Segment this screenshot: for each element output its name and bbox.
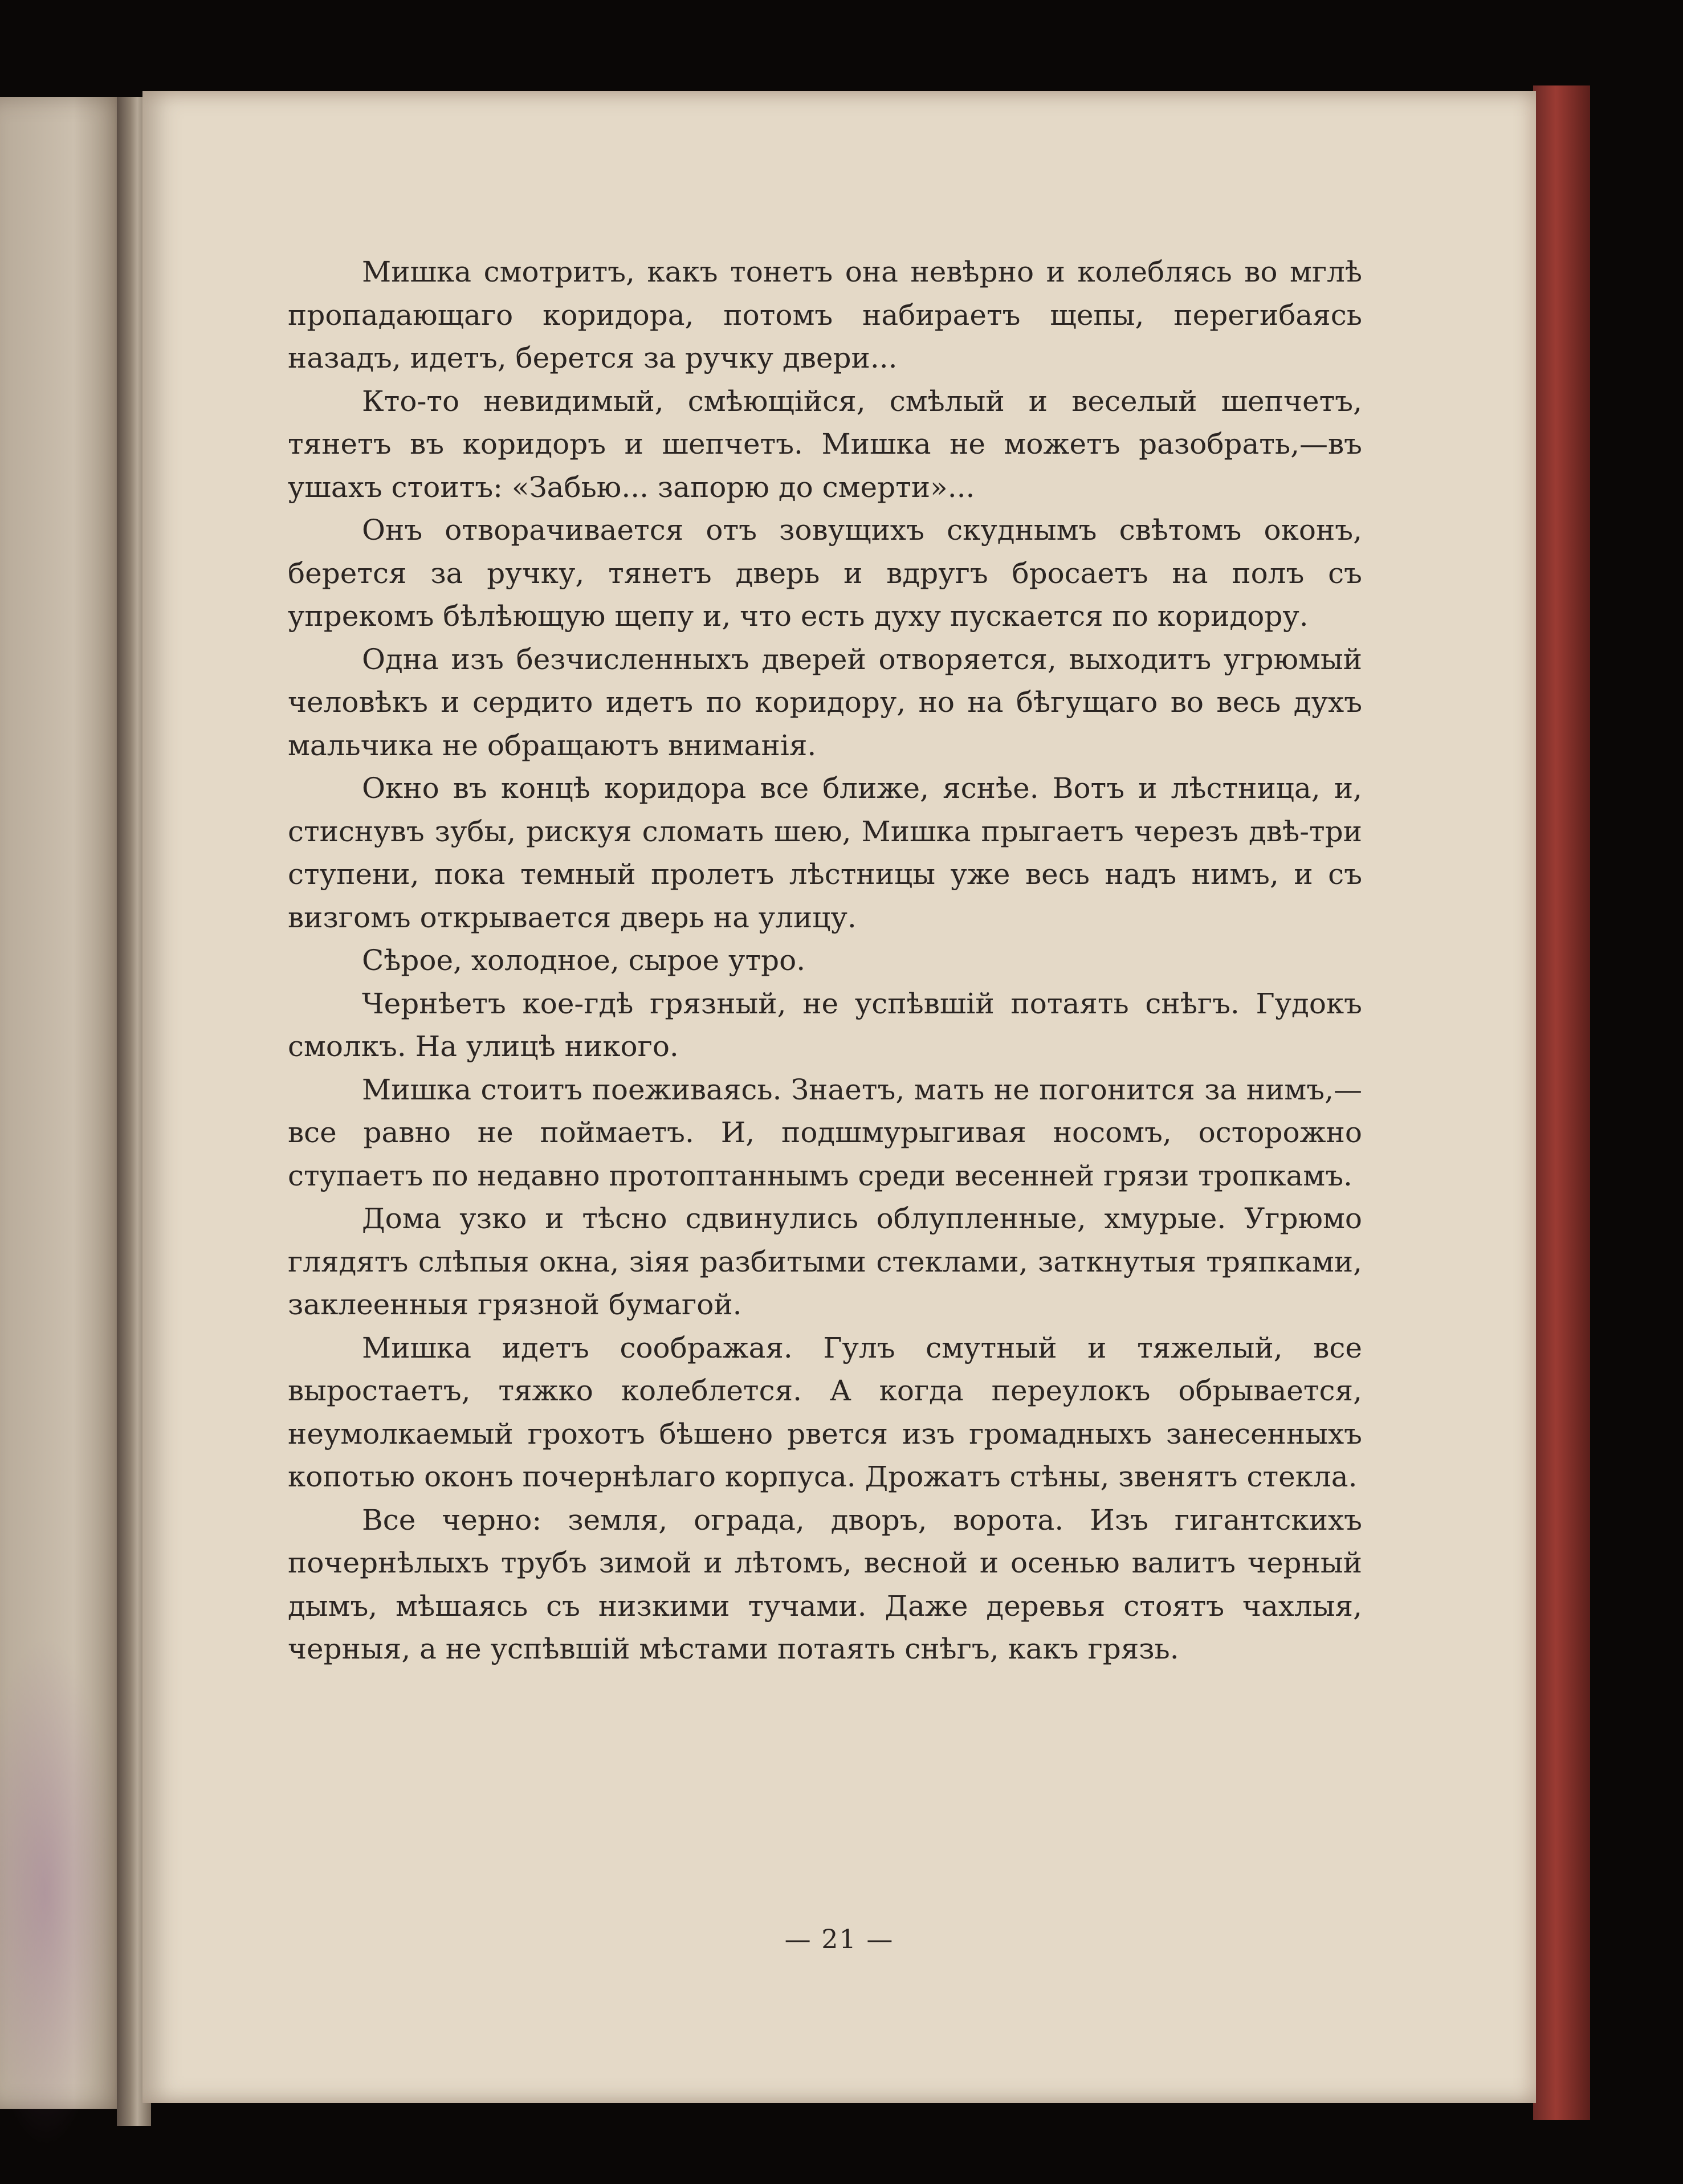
paragraph: Мишка смотритъ, какъ тонетъ она невѣрно и колеблясь во мглѣ пропадающаго коридора, потомъ набираетъ щепы, перегибаясь назадъ, идетъ, берется за ручку двери... <box>288 255 1362 374</box>
book-cover-edge <box>1533 85 1590 2120</box>
paragraph: Онъ отворачивается отъ зовущихъ скуднымъ свѣтомъ оконъ, берется за ручку, тянетъ дверь и вдругъ бросаетъ на полъ съ упрекомъ бѣлѣющую щепу и, что есть духу пускается по коридору. <box>288 514 1362 633</box>
paragraph: Дома узко и тѣсно сдвинулись облупленные, хмурые. Угрюмо глядятъ слѣпыя окна, зіяя разбитыми стеклами, заткнутыя тряпками, заклеенныя грязной бумагой. <box>288 1202 1362 1321</box>
left-page-edge <box>0 97 134 2109</box>
book-page <box>142 91 1536 2103</box>
ink-stain <box>0 1636 114 2149</box>
paragraph: Окно въ концѣ коридора все ближе, яснѣе. Вотъ и лѣстница, и, стиснувъ зубы, рискуя сломать шею, Мишка прыгаетъ черезъ двѣ-три ступени, пока темный пролетъ лѣстницы уже весь надъ нимъ, и съ визгомъ открывается дверь на улицу. <box>288 772 1362 934</box>
paragraph: Сѣрое, холодное, сырое утро. <box>362 944 806 977</box>
paragraph: Все черно: земля, ограда, дворъ, ворота. Изъ гигантскихъ почернѣлыхъ трубъ зимой и лѣтомъ, весной и осенью валитъ черный дымъ, мѣшаясь съ низкими тучами. Даже деревья стоятъ чахлыя, черныя, а не успѣвшій мѣстами потаять снѣгъ, какъ грязь. <box>288 1503 1362 1665</box>
paragraph: Кто-то невидимый, смѣющійся, смѣлый и веселый шепчетъ, тянетъ въ коридоръ и шепчетъ. Мишка не можетъ разобрать,—въ ушахъ стоитъ: «Забью... запорю до смерти»... <box>288 384 1362 504</box>
paragraph: Чернѣетъ кое-гдѣ грязный, не успѣвшій потаять снѣгъ. Гудокъ смолкъ. На улицѣ никого. <box>288 987 1362 1063</box>
page-number: — 21 — <box>784 1924 894 1954</box>
paragraph: Мишка стоитъ поеживаясь. Знаетъ, мать не погонится за нимъ,—все равно не поймаетъ. И, подшмурыгивая носомъ, осторожно ступаетъ по недавно протоптаннымъ среди весенней грязи тропкамъ. <box>288 1073 1362 1192</box>
paragraph: Мишка идетъ соображая. Гулъ смутный и тяжелый, все выростаетъ, тяжко колеблется. А когда переулокъ обрывается, неумолкаемый грохотъ бѣшено рвется изъ громадныхъ занесенныхъ копотью оконъ почернѣлаго корпуса. Дрожатъ стѣны, звенятъ стекла. <box>288 1331 1362 1493</box>
page-text <box>288 251 1362 1671</box>
paragraph: Одна изъ безчисленныхъ дверей отворяется, выходитъ угрюмый человѣкъ и сердито идетъ по коридору, но на бѣгущаго во весь духъ мальчика не обращаютъ вниманія. <box>288 642 1362 762</box>
